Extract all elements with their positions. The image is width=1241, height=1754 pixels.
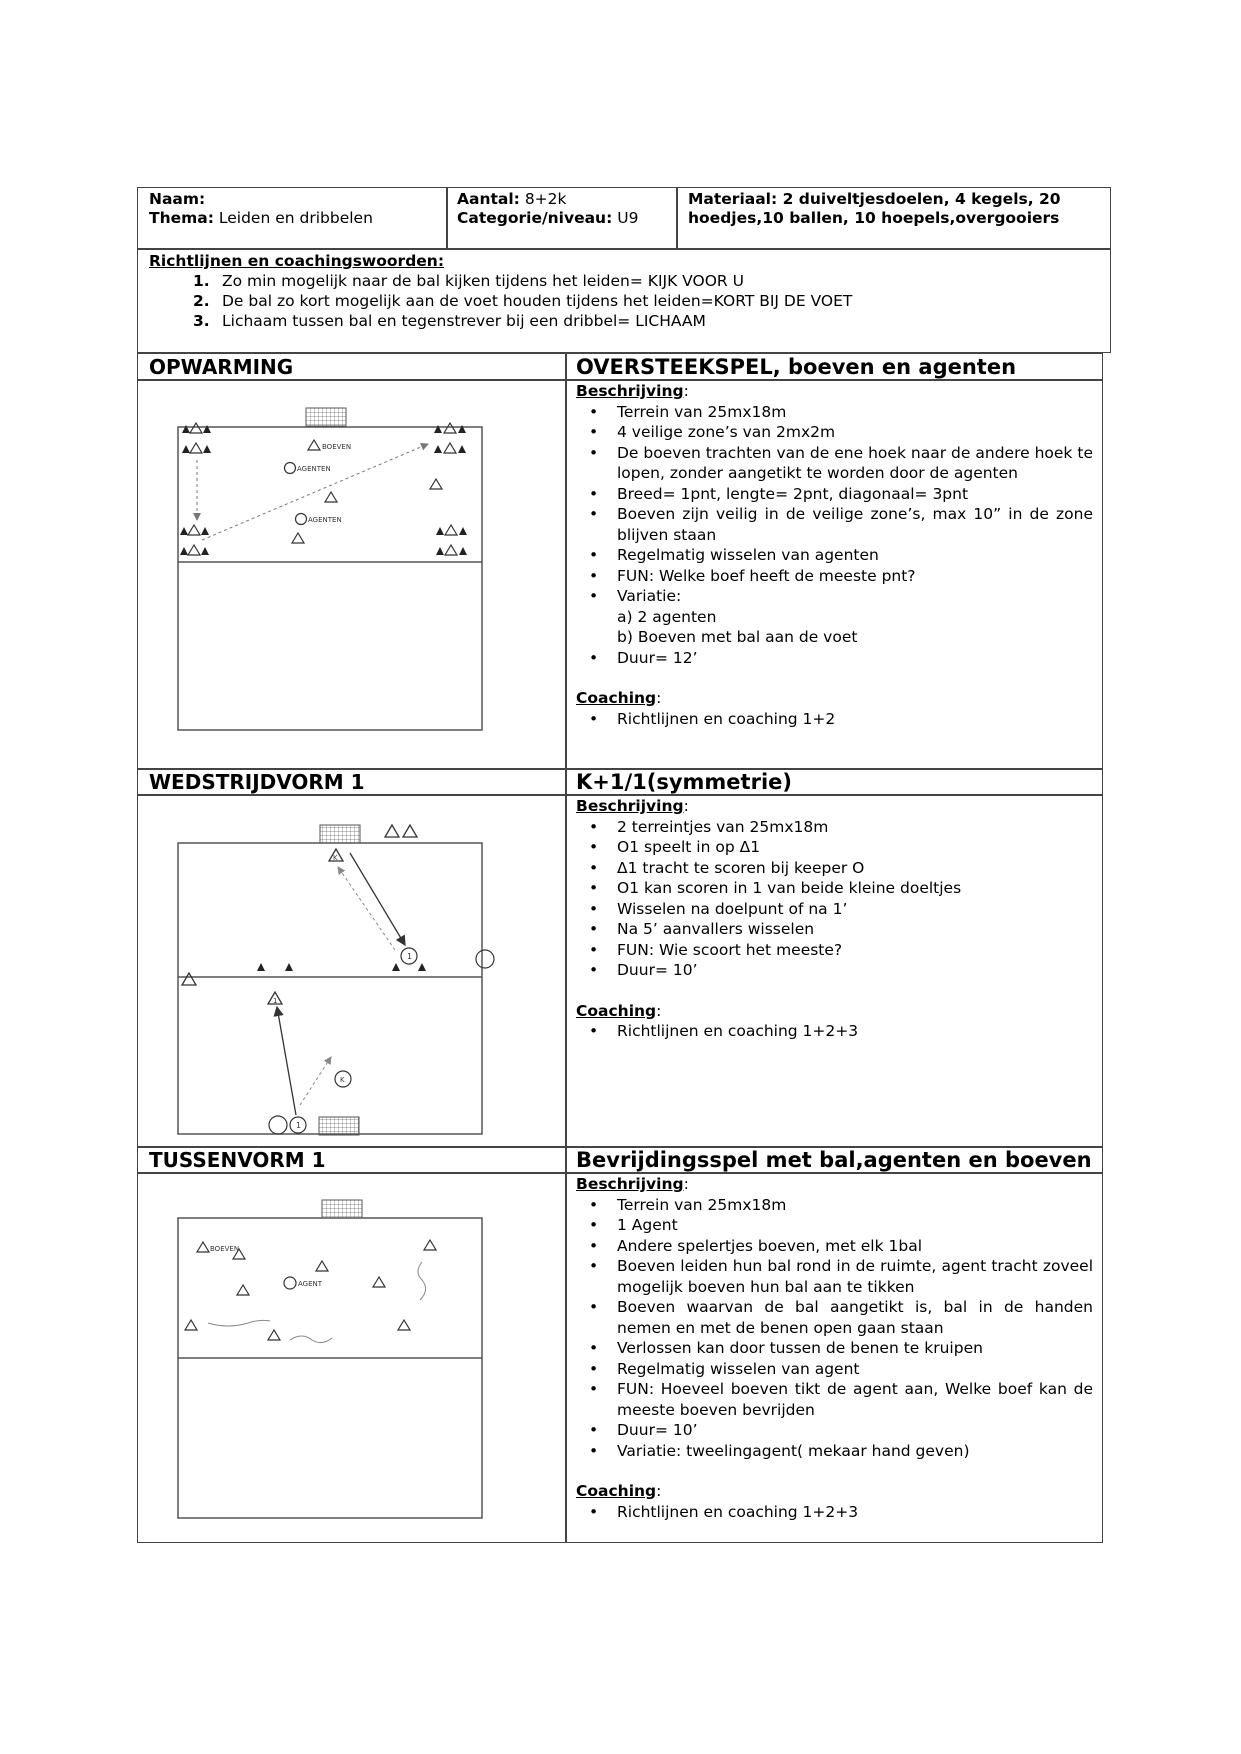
beschrijving-label: Beschrijving xyxy=(576,382,684,400)
goal-icon xyxy=(322,1200,362,1218)
section-2-left-title: WEDSTRIJDVORM 1 xyxy=(149,770,365,794)
list-item: • Boeven zijn veilig in de veilige zone’s, max 10” in de zone blijven staan xyxy=(576,504,1093,545)
list-item: • Terrein van 25mx18m xyxy=(576,1195,1093,1216)
header-col-divider-2 xyxy=(676,187,678,249)
beschrijving-label: Beschrijving xyxy=(576,1175,684,1193)
svg-text:1: 1 xyxy=(407,952,413,961)
list-item: • Boeven waarvan de bal aangetikt is, bal in de handen nemen en met de benen open gaan staan xyxy=(576,1297,1093,1338)
section-3-right-title: Bevrijdingsspel met bal,agenten en boeven xyxy=(576,1148,1092,1172)
header-col-divider-1 xyxy=(446,187,448,249)
coaching-label: Coaching xyxy=(576,1482,657,1500)
opwarming-diagram xyxy=(170,400,540,735)
list-item: • Andere spelertjes boeven, met elk 1bal xyxy=(576,1236,1093,1257)
agenten-label-1: AGENTEN xyxy=(297,465,331,473)
description-list xyxy=(576,817,1093,981)
list-item: • FUN: Welke boef heeft de meeste pnt? xyxy=(576,566,1093,587)
player-1-label: 1 xyxy=(273,997,278,1005)
list-item: • Boeven leiden hun bal rond in de ruimte, agent tracht zoveel mogelijk boeven hun bal aan te tikken xyxy=(576,1256,1093,1297)
cone-icons xyxy=(257,963,426,971)
list-item: • Variatie: xyxy=(576,586,1093,607)
naam-field xyxy=(149,190,373,228)
list-item: • Duur= 12’ xyxy=(576,648,1093,669)
aantal-value: 8+2k xyxy=(524,190,567,208)
list-item: • Richtlijnen en coaching 1+2+3 xyxy=(576,1502,1093,1523)
agent-circle-icon xyxy=(296,514,307,525)
agent-circle-icon xyxy=(285,463,296,474)
guidelines-block xyxy=(149,252,1089,331)
field-outline xyxy=(178,1218,482,1518)
description-list xyxy=(576,1195,1093,1462)
list-item: • 2 terreintjes van 25mx18m xyxy=(576,817,1093,838)
agent-label: AGENT xyxy=(298,1280,323,1288)
section-1-description: Beschrijving: • Terrein van 25mx18m • 4 veilige zone’s van 2mx2m • De boeven trachten van de ene hoek naar de andere hoek te lopen, zonder aangetikt te worden door de agenten • Breed= 1pnt, lengte= 2pnt, diagonaal= 3pnt • Boeven zijn veilig in de veilige zone’s, max 10” in de zone blijven staan • Regelmatig wisselen van agenten • FUN: Welke boef heeft de meeste pnt? • Variatie: a) 2 agenten b) Boeven met bal aan de voet • Duur= 12’ Coaching: • Richtlijnen en coaching 1+2 xyxy=(576,381,1093,729)
thema-value: Leiden en dribbelen xyxy=(218,209,373,227)
naam-label: Naam: xyxy=(149,190,206,208)
agenten-label-2: AGENTEN xyxy=(308,516,342,524)
guidelines-list xyxy=(149,271,1089,331)
list-item: • FUN: Hoeveel boeven tikt de agent aan, Welke boef kan de meeste boeven bevrijden xyxy=(576,1379,1093,1420)
goal-icon xyxy=(319,1117,359,1135)
list-item: • Variatie: tweelingagent( mekaar hand geven) xyxy=(576,1441,1093,1462)
section-1-right-title: OVERSTEEKSPEL, boeven en agenten xyxy=(576,355,1017,379)
keeper-circle-icon xyxy=(476,950,494,968)
list-item: • 1 Agent xyxy=(576,1215,1093,1236)
svg-text:1: 1 xyxy=(296,1121,302,1130)
guideline-item: 2. De bal zo kort mogelijk aan de voet houden tijdens het leiden=KORT BIJ DE VOET xyxy=(193,292,853,310)
list-item: • Breed= 1pnt, lengte= 2pnt, diagonaal= 3pnt xyxy=(576,484,1093,505)
categorie-label: Categorie/niveau: xyxy=(457,209,613,227)
list-item: • Verlossen kan door tussen de benen te kruipen xyxy=(576,1338,1093,1359)
svg-text:K: K xyxy=(340,1076,345,1084)
description-list xyxy=(576,402,1093,607)
list-item: • O1 speelt in op Δ1 xyxy=(576,837,1093,858)
beschrijving-label: Beschrijving xyxy=(576,797,684,815)
section-2-description: Beschrijving: • 2 terreintjes van 25mx18m • O1 speelt in op Δ1 • Δ1 tracht te scoren bij keeper O • O1 kan scoren in 1 van beide kleine doeltjes • Wisselen na doelpunt of na 1’ • Na 5’ aanvallers wisselen • FUN: Wie scoort het meeste? • Duur= 10’ Coaching: • Richtlijnen en coaching 1+2+3 xyxy=(576,796,1093,1042)
boeven-label: BOEVEN xyxy=(322,443,352,451)
wedstrijdvorm-diagram xyxy=(170,815,540,1140)
coaching-list xyxy=(576,1021,1093,1042)
dribble-paths xyxy=(208,1262,426,1343)
list-item: • Regelmatig wisselen van agent xyxy=(576,1359,1093,1380)
keeper-label: K xyxy=(333,854,338,862)
run-arrow xyxy=(300,1057,331,1105)
list-item: • Duur= 10’ xyxy=(576,1420,1093,1441)
section-3-description: Beschrijving: • Terrein van 25mx18m • 1 Agent • Andere spelertjes boeven, met elk 1bal • Boeven leiden hun bal rond in de ruimte, agent tracht zoveel mogelijk boeven hun bal aan te tikken • Boeven waarvan de bal aangetikt is, bal in de handen nemen en met de benen open gaan staan • Verlossen kan door tussen de benen te kruipen • Regelmatig wisselen van agent • FUN: Hoeveel boeven tikt de agent aan, Welke boef kan de meeste boeven bevrijden • Duur= 10’ • Variatie: tweelingagent( mekaar hand geven) Coaching: • Richtlijnen en coaching 1+2+3 xyxy=(576,1174,1093,1522)
player-circle-icon xyxy=(269,1116,287,1134)
guidelines-title: Richtlijnen en coachingswoorden: xyxy=(149,252,445,270)
list-item: • Regelmatig wisselen van agenten xyxy=(576,545,1093,566)
pass-arrow xyxy=(277,1007,296,1115)
guideline-item: 1. Zo min mogelijk naar de bal kijken tijdens het leiden= KIJK VOOR U xyxy=(193,272,744,290)
list-item: • 4 veilige zone’s van 2mx2m xyxy=(576,422,1093,443)
coaching-list xyxy=(576,709,1093,730)
list-item: • O1 kan scoren in 1 van beide kleine doeltjes xyxy=(576,878,1093,899)
boeven-label: BOEVEN xyxy=(210,1245,240,1253)
coaching-label: Coaching xyxy=(576,1001,657,1020)
list-item: • Richtlijnen en coaching 1+2+3 xyxy=(576,1021,1093,1042)
aantal-field xyxy=(457,190,638,228)
list-item: • Richtlijnen en coaching 1+2 xyxy=(576,709,1093,730)
thema-label: Thema: xyxy=(149,209,214,227)
list-item: • De boeven trachten van de ene hoek naar de andere hoek te lopen, zonder aangetikt te worden door de agenten xyxy=(576,443,1093,484)
main-col-divider xyxy=(565,353,567,1543)
list-item: • Na 5’ aanvallers wisselen xyxy=(576,919,1093,940)
section-1-left-title: OPWARMING xyxy=(149,355,294,379)
goal-icon xyxy=(306,408,346,426)
materiaal-line-2: hoedjes,10 ballen, 10 hoepels,overgooiers xyxy=(688,209,1060,227)
list-item: • Wisselen na doelpunt of na 1’ xyxy=(576,899,1093,920)
coaching-label: Coaching xyxy=(576,689,657,707)
aantal-label: Aantal: xyxy=(457,190,520,208)
materiaal-line-1: Materiaal: 2 duiveltjesdoelen, 4 kegels, 20 xyxy=(688,190,1061,208)
tussenvorm-diagram xyxy=(170,1192,540,1532)
variatie-sub-a: a) 2 agenten xyxy=(617,607,717,626)
coaching-list xyxy=(576,1502,1093,1523)
categorie-value: U9 xyxy=(617,209,639,227)
player-triangle-icons xyxy=(185,1240,436,1340)
goal-icon xyxy=(320,825,360,843)
header-row-divider xyxy=(137,248,1111,250)
agent-circle-icon xyxy=(284,1277,296,1289)
list-item: • Duur= 10’ xyxy=(576,960,1093,981)
section-3-left-title: TUSSENVORM 1 xyxy=(149,1148,326,1172)
field-outline xyxy=(178,843,482,1134)
variatie-sub-b: b) Boeven met bal aan de voet xyxy=(617,628,858,646)
pass-arrow xyxy=(350,853,405,945)
list-item: • Terrein van 25mx18m xyxy=(576,402,1093,423)
materiaal-field xyxy=(688,190,1061,228)
list-item: • FUN: Wie scoort het meeste? xyxy=(576,940,1093,961)
list-item: • Δ1 tracht te scoren bij keeper O xyxy=(576,858,1093,879)
section-2-right-title: K+1/1(symmetrie) xyxy=(576,770,792,794)
guideline-item: 3. Lichaam tussen bal en tegenstrever bij een dribbel= LICHAAM xyxy=(193,312,706,330)
run-arrow xyxy=(202,444,428,540)
